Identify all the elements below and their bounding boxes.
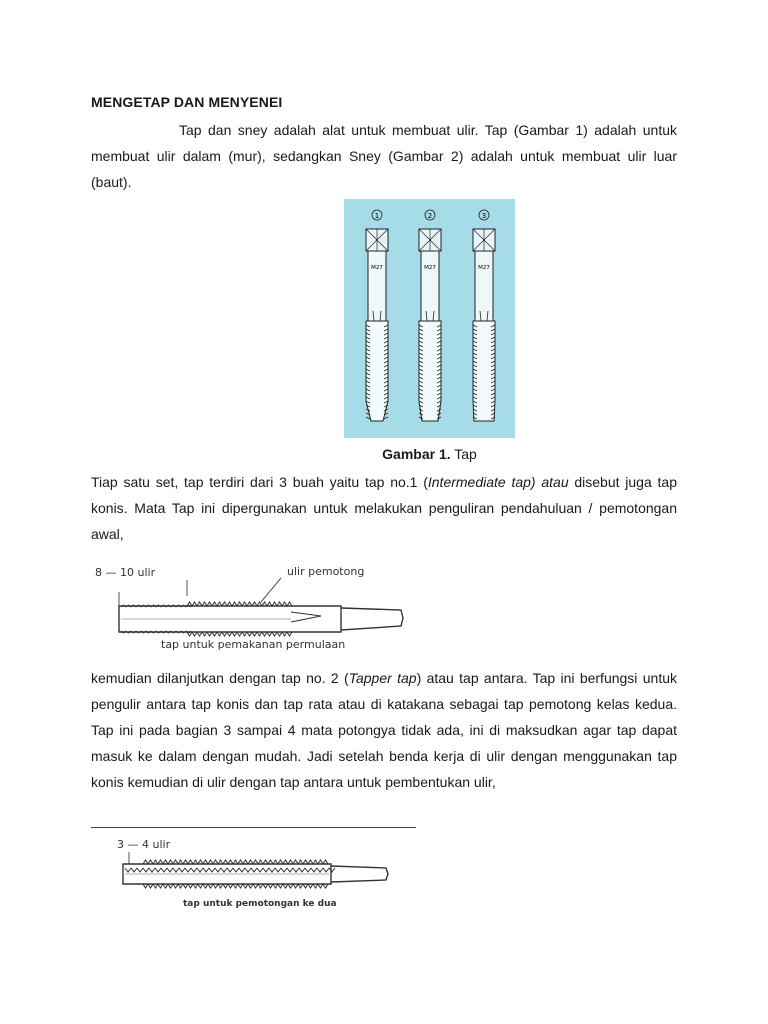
- diagram-tap-kedua: [91, 834, 416, 918]
- diagram-2-tap-body: [123, 860, 388, 888]
- figure-1-tap-photo: [344, 199, 515, 438]
- intro-paragraph-text: Tap dan sney adalah alat untuk membuat ulir. Tap (Gambar 1) adalah untuk membuat ulir dalam (mur), sedangkan Sney (Gambar 2) adalah untuk membuat ulir luar (baut).: [91, 122, 677, 190]
- tap-number: 1: [374, 212, 380, 220]
- diagram-1-caption: tap untuk pemakanan permulaan: [161, 638, 346, 651]
- tap-no2-text-a: kemudian dilanjutkan dengan tap no. 2 (: [91, 670, 349, 686]
- separator-line: [91, 827, 416, 828]
- tap-shank: [368, 251, 386, 321]
- tap-no1-text-italic: Intermediate tap) atau: [427, 474, 569, 490]
- tap-set-illustration: [344, 199, 515, 438]
- tap-no2-text-b: ) atau tap antara. Tap ini berfungsi untuk pengulir antara tap konis dan tap rata atau di katakana sebagai tap pemotong kelas kedua. Tap ini pada bagian 3 sampai 4 mata potongya tidak ada, ini di maksudkan agar tap dapat masuk ke dalam dengan mudah. Jadi setelah benda kerja di ulir dengan menggunakan tap konis kemudian di ulir dengan tap antara untuk pembentukan ulir,: [91, 670, 677, 790]
- diagram-1-tap-body: [119, 602, 403, 636]
- figure-1-caption-text: Tap: [450, 446, 477, 462]
- document-heading: MENGETAP DAN MENYENEI: [91, 94, 283, 110]
- tap-shank: [421, 251, 439, 321]
- tap-no1-text-b: disebut juga tap konis. Mata Tap ini dipergunakan untuk melakukan penguliran pendahuluan / pemotongan awal,: [91, 474, 677, 542]
- tap-no2-text-italic: Tapper tap: [348, 670, 417, 686]
- figure-1-caption-label: Gambar 1.: [382, 446, 451, 462]
- tap-number: 2: [427, 212, 433, 220]
- figure-1-caption: [344, 446, 515, 462]
- tap-2: [419, 210, 441, 421]
- tap-3: [473, 210, 495, 421]
- tap-size-label: M27: [478, 265, 490, 271]
- tap-no1-paragraph: [91, 469, 677, 547]
- diagram-1-label-left: 8 — 10 ulir: [95, 566, 156, 579]
- tap-size-label: M27: [371, 265, 383, 271]
- tap-shank: [475, 251, 493, 321]
- intro-paragraph: [91, 117, 677, 195]
- tap-no1-text-a: Tiap satu set, tap terdiri dari 3 buah yaitu tap no.1 (: [91, 474, 428, 490]
- tap-number: 3: [481, 212, 487, 220]
- tap-size-label: M27: [424, 265, 436, 271]
- diagram-1-label-right: ulir pemotong: [287, 565, 365, 578]
- diagram-2-label-left: 3 — 4 ulir: [117, 838, 171, 851]
- tap-1: [366, 210, 388, 421]
- diagram-tap-permulaan: [91, 560, 421, 656]
- tap-no2-paragraph: [91, 665, 677, 795]
- diagram-2-caption: tap untuk pemotongan ke dua: [183, 899, 337, 909]
